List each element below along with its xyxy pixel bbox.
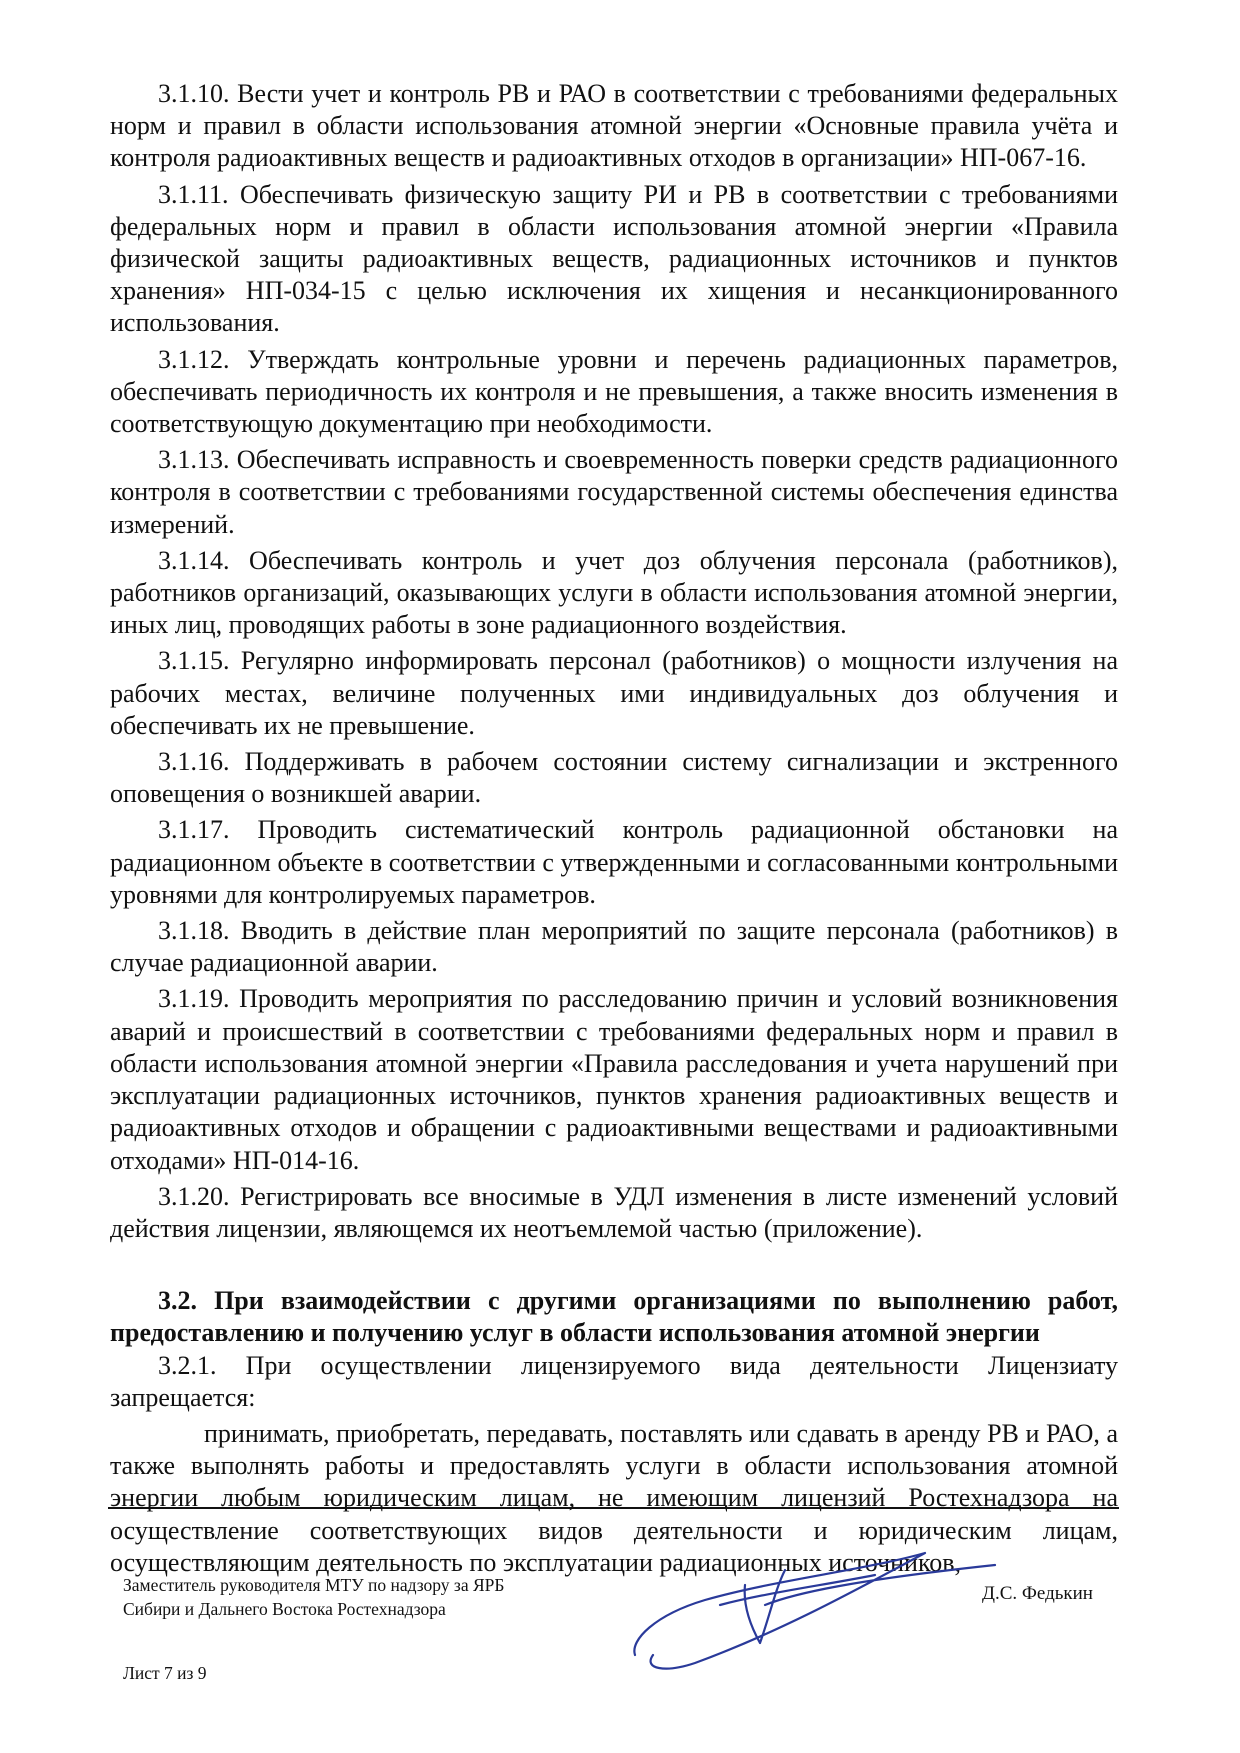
clause-3-1-20: 3.1.20. Регистрировать все вносимые в УДЛ изменения в листе изменений условий действия лицензии, являющемся их неотъемлемой частью (приложение). xyxy=(110,1181,1118,1243)
clause-3-1-12: 3.1.12. Утверждать контрольные уровни и перечень радиационных параметров, обеспечивать периодичность их контроля и не превышения, а также вносить изменения в соответствующую документацию при необходимости. xyxy=(110,344,1118,439)
section-3-2-heading: 3.2. При взаимодействии с другими организациями по выполнению работ, предоставлению и получению услуг в области использования атомной энергии xyxy=(110,1286,1118,1348)
clause-3-1-10: 3.1.10. Вести учет и контроль РВ и РАО в соответствии с требованиями федеральных норм и правил в области использования атомной энергии «Основные правила учёта и контроля радиоактивных веществ и радиоактивных отходов в организации» НП-067-16. xyxy=(110,79,1118,173)
clause-3-1-11: 3.1.11. Обеспечивать физическую защиту РИ и РВ в соответствии с требованиями федеральных норм и правил в области использования атомной энергии «Правила физической защиты радиоактивных веществ, радиационных источников и пунктов хранения» НП-034-15 с целью исключения их хищения и несанкционированного использования. xyxy=(110,179,1118,338)
signatory-position xyxy=(123,1573,504,1621)
clause-3-1-16: 3.1.16. Поддерживать в рабочем состоянии систему сигнализации и экстренного оповещения о возникшей аварии. xyxy=(110,747,1118,809)
footer-divider xyxy=(108,1507,1119,1509)
clause-3-1-13: 3.1.13. Обеспечивать исправность и своевременность поверки средств радиационного контроля в соответствии с требованиями государственной системы обеспечения единства измерений. xyxy=(110,445,1118,539)
clause-3-1-15: 3.1.15. Регулярно информировать персонал (работников) о мощности излучения на рабочих местах, величине полученных ими индивидуальных доз облучения и обеспечивать их не превышение. xyxy=(110,646,1118,740)
page-number: Лист 7 из 9 xyxy=(123,1663,207,1683)
clause-3-1-17: 3.1.17. Проводить систематический контроль радиационной обстановки на радиационном объекте в соответствии с утвержденными и согласованными контрольными уровнями для контролируемых параметров. xyxy=(110,815,1118,909)
clause-3-1-19: 3.1.19. Проводить мероприятия по расследованию причин и условий возникновения аварий и происшествий в соответствии с требованиями федеральных норм и правил в области использования атомной энергии «Правила расследования и учета нарушений при эксплуатации радиационных источников, пунктов хранения радиоактивных веществ и радиоактивных отходов и обращении с радиоактивными веществами и радиоактивными отходами» НП-014-16. xyxy=(110,984,1118,1175)
handwritten-signature xyxy=(625,1545,1005,1675)
clause-3-1-18: 3.1.18. Вводить в действие план мероприятий по защите персонала (работников) в случае радиационной аварии. xyxy=(110,916,1118,978)
signatory-position-line-2: Сибири и Дальнего Востока Ростехнадзора xyxy=(123,1599,446,1619)
signatory-name: Д.С. Федькин xyxy=(982,1583,1093,1604)
clause-3-2-1: 3.2.1. При осуществлении лицензируемого вида деятельности Лицензиату запрещается: xyxy=(110,1350,1118,1412)
clause-3-1-14: 3.1.14. Обеспечивать контроль и учет доз облучения персонала (работников), работников организаций, оказывающих услуги в области использования атомной энергии, иных лиц, проводящих работы в зоне радиационного воздействия. xyxy=(110,545,1118,640)
signatory-position-line-1: Заместитель руководителя МТУ по надзору за ЯРБ xyxy=(123,1575,505,1595)
clause-3-2-1-item: принимать, приобретать, передавать, поставлять или сдавать в аренду РВ и РАО, а также выполнять работы и предоставлять услуги в области использования атомной энергии любым юридическим лицам, не имеющим лицензий Ростехнадзора на осуществление соответствующих видов деятельности и юридическим лицам, осуществляющим деятельность по эксплуатации радиационных источников, xyxy=(110,1418,1118,1577)
document-body xyxy=(110,78,1118,1579)
